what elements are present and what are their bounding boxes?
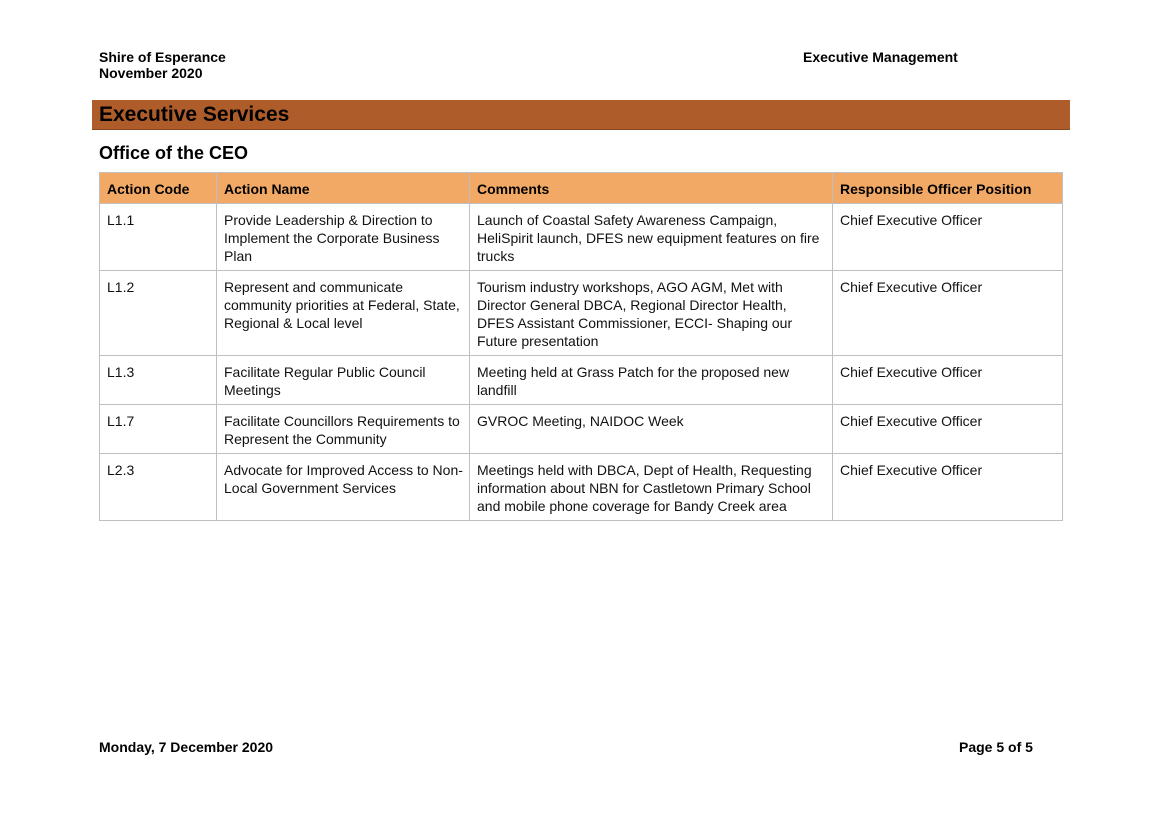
page-number: Page 5 of 5 (959, 739, 1033, 755)
comments-cell: Meeting held at Grass Patch for the proposed new landfill (470, 356, 833, 405)
action-code-cell: L2.3 (100, 454, 217, 521)
section-banner (92, 100, 1070, 130)
officer-cell: Chief Executive Officer (833, 356, 1063, 405)
footer-date: Monday, 7 December 2020 (99, 739, 274, 755)
action-code-cell: L1.3 (100, 356, 217, 405)
table-row (100, 454, 1063, 521)
action-name-cell: Represent and communicate community priorities at Federal, State, Regional & Local level (217, 271, 470, 356)
comments-cell: Tourism industry workshops, AGO AGM, Met with Director General DBCA, Regional Director Health, DFES Assistant Commissioner, ECCI- Shaping our Future presentation (470, 271, 833, 356)
action-name-cell: Facilitate Councillors Requirements to Represent the Community (217, 405, 470, 454)
column-header-action-code: Action Code (100, 173, 217, 204)
action-name-cell: Advocate for Improved Access to Non-Local Government Services (217, 454, 470, 521)
comments-cell: Meetings held with DBCA, Dept of Health, Requesting information about NBN for Castletown Primary School and mobile phone coverage for Bandy Creek area (470, 454, 833, 521)
table-row (100, 271, 1063, 356)
table-row (100, 405, 1063, 454)
officer-cell: Chief Executive Officer (833, 405, 1063, 454)
report-period: November 2020 (99, 65, 203, 81)
section-title: Executive Services (99, 103, 290, 126)
action-name-cell: Provide Leadership & Direction to Implement the Corporate Business Plan (217, 204, 470, 271)
subsection-title: Office of the CEO (99, 143, 249, 163)
action-name-cell: Facilitate Regular Public Council Meetings (217, 356, 470, 405)
action-code-cell: L1.1 (100, 204, 217, 271)
officer-cell: Chief Executive Officer (833, 204, 1063, 271)
table-header-row (100, 173, 1063, 204)
actions-table (99, 172, 1063, 521)
column-header-comments: Comments (470, 173, 833, 204)
document-header-left (99, 49, 226, 81)
action-code-cell: L1.7 (100, 405, 217, 454)
comments-cell: Launch of Coastal Safety Awareness Campaign, HeliSpirit launch, DFES new equipment features on fire trucks (470, 204, 833, 271)
organisation-name: Shire of Esperance (99, 49, 226, 65)
action-code-cell: L1.2 (100, 271, 217, 356)
officer-cell: Chief Executive Officer (833, 271, 1063, 356)
comments-cell: GVROC Meeting, NAIDOC Week (470, 405, 833, 454)
column-header-action-name: Action Name (217, 173, 470, 204)
officer-cell: Chief Executive Officer (833, 454, 1063, 521)
table-row (100, 356, 1063, 405)
table-row (100, 204, 1063, 271)
column-header-responsible-officer: Responsible Officer Position (833, 173, 1063, 204)
department-name: Executive Management (803, 49, 958, 65)
